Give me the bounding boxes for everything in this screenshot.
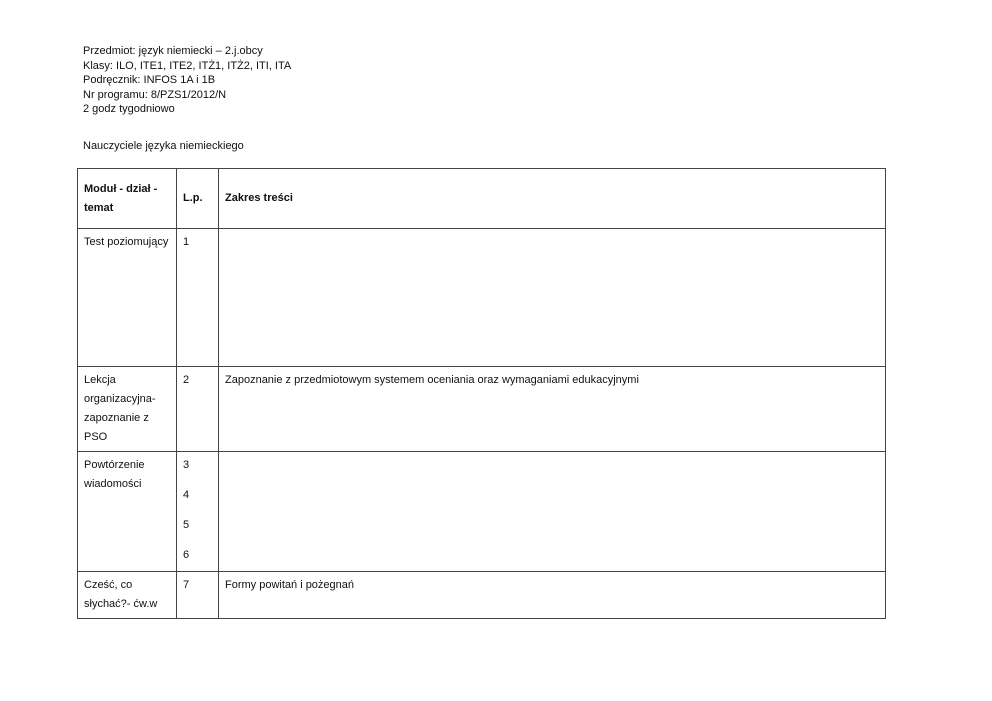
lp-cell — [177, 452, 219, 572]
hours-line: 2 godz tygodniowo — [83, 103, 175, 116]
topic-cell: Test poziomujący — [78, 229, 177, 367]
lp-cell — [177, 572, 219, 619]
program-number-line: Nr programu: 8/PZS1/2012/N — [83, 88, 227, 101]
document-header — [83, 44, 291, 117]
table-row — [78, 452, 886, 572]
lp-number: 1 — [183, 236, 190, 248]
lp-number: 6 — [183, 549, 190, 561]
curriculum-table — [77, 168, 886, 619]
table-row — [78, 229, 886, 367]
content-cell: Formy powitań i pożegnań — [219, 572, 886, 619]
textbook-line: Podręcznik: INFOS 1A i 1B — [83, 74, 216, 87]
content-cell — [219, 229, 886, 367]
table-row — [78, 572, 886, 619]
table-row — [78, 367, 886, 452]
lp-cell — [177, 229, 219, 367]
lp-number: 7 — [183, 579, 190, 591]
column-header-topic: Moduł - dział - temat — [78, 169, 177, 229]
subject-line: Przedmiot: język niemiecki – 2.j.obcy — [83, 45, 263, 57]
topic-cell: Lekcja organizacyjna-zapoznanie z PSO — [78, 367, 177, 452]
lp-number: 2 — [183, 374, 190, 386]
content-cell — [219, 452, 886, 572]
lp-cell — [177, 367, 219, 452]
column-header-lp: L.p. — [177, 169, 219, 229]
classes-line: Klasy: ILO, ITE1, ITE2, ITŻ1, ITŻ2, ITI, ITA — [83, 59, 292, 72]
content-cell: Zapoznanie z przedmiotowym systemem oceniania oraz wymaganiami edukacyjnymi — [219, 367, 886, 452]
lp-number: 5 — [183, 519, 190, 531]
topic-cell: Cześć, co słychać?- ćw.w — [78, 572, 177, 619]
table-header-row — [78, 169, 886, 229]
topic-cell: Powtórzenie wiadomości — [78, 452, 177, 572]
lp-number: 3 — [183, 459, 190, 471]
lp-number: 4 — [183, 489, 190, 501]
teachers-line: Nauczyciele języka niemieckiego — [83, 140, 244, 152]
column-header-content: Zakres treści — [219, 169, 886, 229]
